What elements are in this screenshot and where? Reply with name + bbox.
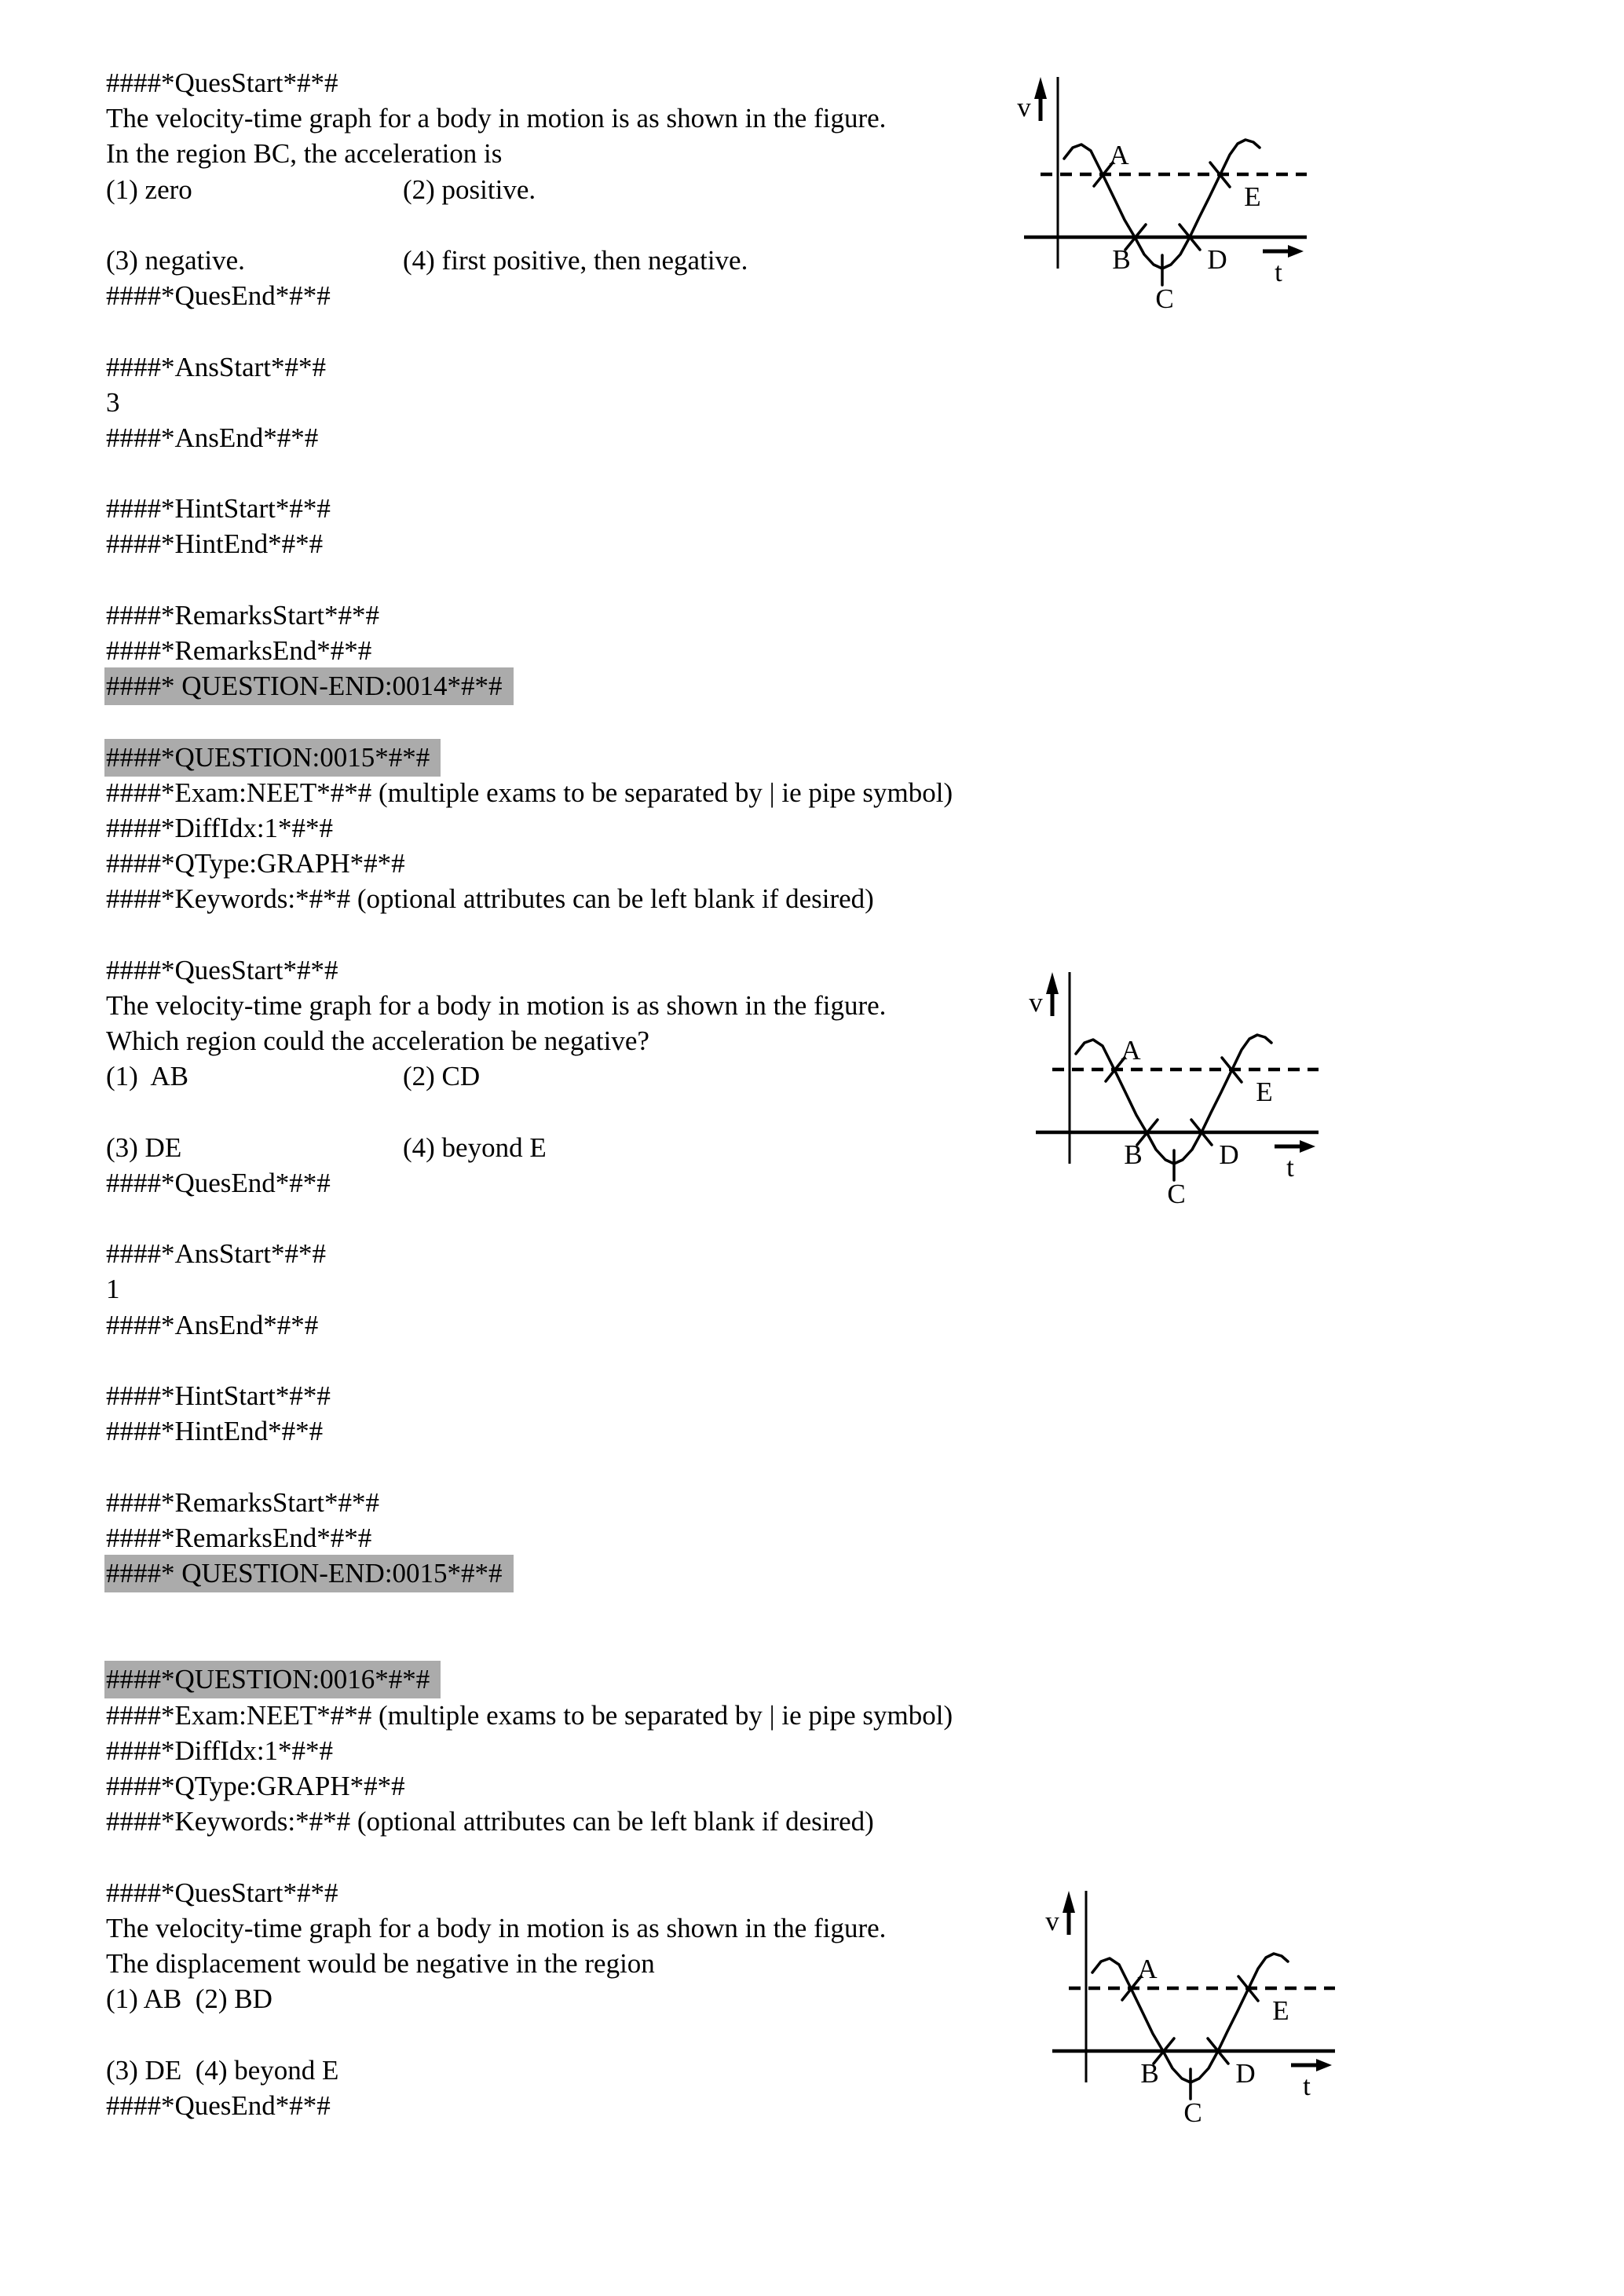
highlighted-marker-text: ####*QUESTION:0015*#*#: [104, 739, 441, 777]
line-text: ####*Exam:NEET*#*# (multiple exams to be separated by | ie pipe symbol): [106, 777, 953, 808]
point-label-B: B: [1124, 1139, 1143, 1170]
line-text: (1) AB (2) BD: [106, 1983, 272, 2015]
line-text: ####*Exam:NEET*#*# (multiple exams to be separated by | ie pipe symbol): [106, 1699, 953, 1731]
doc-line: [106, 1271, 1229, 1307]
line-text-column2: (2) positive.: [403, 174, 536, 205]
v-axis-label: v: [1029, 987, 1043, 1018]
point-label-D: D: [1207, 244, 1227, 275]
doc-line: [106, 1768, 1229, 1804]
line-text: ####*HintStart*#*#: [106, 493, 331, 525]
line-text: ####*QuesStart*#*#: [106, 68, 338, 98]
doc-line: [106, 704, 1229, 739]
v-axis-label: v: [1045, 1906, 1059, 1936]
highlighted-marker-text: ####* QUESTION-END:0015*#*#: [104, 1555, 514, 1592]
doc-line: [106, 1520, 1229, 1556]
point-label-D: D: [1235, 2058, 1256, 2089]
doc-line: [106, 420, 1229, 455]
line-text: ####*QuesEnd*#*#: [106, 280, 331, 312]
line-text: In the region BC, the acceleration is: [106, 138, 503, 170]
v-axis-arrowhead-icon: [1034, 77, 1047, 99]
line-text: ####*AnsStart*#*#: [106, 1238, 326, 1270]
t-axis-arrowhead-icon: [1316, 2059, 1332, 2071]
line-text: The displacement would be negative in the region: [106, 1947, 655, 1979]
line-text-column2: (4) beyond E: [403, 1132, 547, 1163]
doc-line: [106, 1378, 1229, 1413]
line-text: (3) DE: [106, 1132, 182, 1163]
line-text: ####*RemarksStart*#*#: [106, 599, 380, 631]
doc-line: [106, 385, 1229, 420]
t-axis-arrowhead-icon: [1288, 245, 1304, 258]
doc-line: [106, 1733, 1229, 1768]
line-text: The velocity-time graph for a body in motion is as shown in the figure.: [106, 1912, 887, 1943]
line-text: The velocity-time graph for a body in motion is as shown in the figure.: [106, 989, 887, 1021]
velocity-time-graph: [1026, 952, 1341, 1211]
doc-line: [106, 562, 1229, 598]
point-label-A: A: [1137, 1954, 1158, 1984]
line-text: ####*QuesStart*#*#: [106, 954, 338, 985]
v-axis-arrowhead-icon: [1063, 1891, 1075, 1913]
t-axis-arrowhead-icon: [1300, 1140, 1315, 1153]
velocity-curve: [1092, 1954, 1288, 2082]
doc-line: [106, 1449, 1229, 1484]
velocity-time-graph: [1015, 57, 1329, 316]
doc-line: [106, 846, 1229, 881]
line-text: ####*QType:GRAPH*#*#: [106, 1771, 405, 1801]
doc-line: [106, 1698, 1229, 1733]
highlighted-marker-text: ####* QUESTION-END:0014*#*#: [104, 667, 514, 705]
t-axis-label: t: [1275, 257, 1282, 287]
line-text-column2: (4) first positive, then negative.: [403, 244, 748, 276]
line-text: ####*AnsStart*#*#: [106, 351, 326, 382]
velocity-time-graph: [1043, 1870, 1357, 2130]
line-text: ####*DiffIdx:1*#*#: [106, 812, 334, 843]
line-text: ####*HintStart*#*#: [106, 1380, 331, 1411]
velocity-curve: [1076, 1035, 1271, 1164]
doc-line: [106, 668, 1229, 704]
line-text: ####*HintEnd*#*#: [106, 1416, 324, 1447]
line-text: (1) zero: [106, 174, 192, 205]
doc-line: [106, 633, 1229, 668]
doc-line: [106, 1343, 1229, 1378]
doc-line: [106, 526, 1229, 561]
line-text: ####*AnsEnd*#*#: [106, 1309, 319, 1340]
line-text: The velocity-time graph for a body in motion is as shown in the figure.: [106, 103, 887, 134]
point-label-A: A: [1109, 140, 1129, 170]
line-text: ####*RemarksEnd*#*#: [106, 635, 372, 666]
doc-line: [106, 740, 1229, 775]
doc-line: [106, 455, 1229, 491]
line-text: ####*AnsEnd*#*#: [106, 422, 319, 453]
line-text: ####*QuesStart*#*#: [106, 1877, 338, 1908]
doc-line: [106, 1839, 1229, 1874]
line-text: ####*QuesEnd*#*#: [106, 2089, 331, 2121]
velocity-curve: [1064, 140, 1260, 269]
doc-line: [106, 598, 1229, 633]
line-text: (1) AB: [106, 1061, 188, 1092]
doc-line: [106, 1626, 1229, 1662]
point-label-E: E: [1272, 1995, 1289, 2026]
line-text: (3) DE (4) beyond E: [106, 2054, 339, 2086]
doc-line: [106, 1591, 1229, 1626]
point-label-C: C: [1167, 1179, 1186, 1209]
highlighted-marker-text: ####*QUESTION:0016*#*#: [104, 1661, 441, 1698]
point-label-B: B: [1112, 244, 1131, 275]
line-text: ####*DiffIdx:1*#*#: [106, 1735, 334, 1766]
v-axis-label: v: [1017, 92, 1031, 122]
point-label-E: E: [1244, 181, 1261, 212]
doc-line: [106, 1413, 1229, 1449]
doc-line: [106, 775, 1229, 810]
point-label-C: C: [1183, 2097, 1202, 2128]
doc-line: [106, 1556, 1229, 1591]
line-text: ####*HintEnd*#*#: [106, 528, 324, 560]
line-text: ####*QuesEnd*#*#: [106, 1167, 331, 1198]
line-text: 3: [106, 386, 120, 418]
doc-line: [106, 881, 1229, 916]
point-label-B: B: [1140, 2058, 1159, 2089]
doc-line: [106, 491, 1229, 526]
point-label-E: E: [1256, 1077, 1273, 1107]
line-text: ####*Keywords:*#*# (optional attributes can be left blank if desired): [106, 883, 874, 915]
line-text: 1: [106, 1274, 120, 1305]
line-text: Which region could the acceleration be negative?: [106, 1026, 649, 1057]
point-label-D: D: [1219, 1139, 1239, 1170]
t-axis-label: t: [1303, 2071, 1311, 2101]
point-label-A: A: [1121, 1035, 1141, 1066]
line-text: ####*QType:GRAPH*#*#: [106, 848, 405, 879]
doc-line: [106, 349, 1229, 385]
t-axis-label: t: [1286, 1152, 1294, 1183]
line-text: ####*Keywords:*#*# (optional attributes can be left blank if desired): [106, 1806, 874, 1837]
line-text-column2: (2) CD: [403, 1061, 481, 1092]
doc-line: [106, 1485, 1229, 1520]
point-label-C: C: [1155, 283, 1174, 314]
doc-line: [106, 1236, 1229, 1271]
doc-line: [106, 313, 1229, 349]
line-text: ####*RemarksStart*#*#: [106, 1486, 380, 1518]
doc-line: [106, 917, 1229, 952]
doc-line: [106, 1307, 1229, 1343]
doc-line: [106, 810, 1229, 846]
doc-line: [106, 1804, 1229, 1839]
line-text: (3) negative.: [106, 244, 245, 276]
line-text: ####*RemarksEnd*#*#: [106, 1522, 372, 1553]
v-axis-arrowhead-icon: [1046, 972, 1059, 994]
doc-line: [106, 1662, 1229, 1697]
